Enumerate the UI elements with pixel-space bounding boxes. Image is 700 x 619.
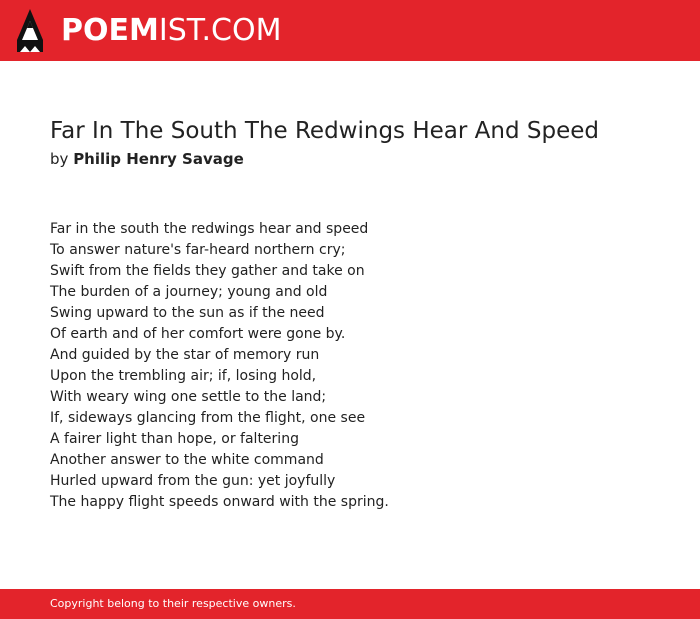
poem-title: Far In The South The Redwings Hear And Speed — [50, 118, 599, 144]
poem-line: Another answer to the white command — [50, 452, 324, 468]
byline-label: by — [50, 150, 69, 168]
poem-line: Of earth and of her comfort were gone by. — [50, 326, 346, 342]
site-logo[interactable] — [61, 11, 281, 51]
poem-line: The burden of a journey; young and old — [50, 284, 328, 300]
poem-line: Hurled upward from the gun: yet joyfully — [50, 473, 336, 489]
poem-line: Swift from the fields they gather and take on — [50, 263, 365, 279]
site-footer — [0, 589, 700, 619]
poem-line: Upon the trembling air; if, losing hold, — [50, 368, 317, 384]
poem-line: With weary wing one settle to the land; — [50, 389, 327, 405]
logo-light-text: IST.COM — [158, 13, 282, 48]
copyright-notice: Copyright belong to their respective owners. — [50, 597, 296, 610]
poem-byline — [50, 148, 244, 170]
poem-author: Philip Henry Savage — [73, 150, 244, 168]
poem-line: The happy flight speeds onward with the spring. — [50, 494, 389, 510]
poem-line: Swing upward to the sun as if the need — [50, 305, 325, 321]
poem-line: A fairer light than hope, or faltering — [50, 431, 299, 447]
site-header — [0, 0, 700, 61]
logo-bold-text: POEM — [61, 13, 159, 48]
pencil-tip-icon[interactable] — [17, 9, 43, 52]
poem-line: To answer nature's far-heard northern cry; — [50, 242, 346, 258]
poem-line: And guided by the star of memory run — [50, 347, 320, 363]
poem-line: Far in the south the redwings hear and speed — [50, 221, 369, 237]
poem-line: If, sideways glancing from the flight, one see — [50, 410, 366, 426]
poem-body — [50, 219, 389, 513]
